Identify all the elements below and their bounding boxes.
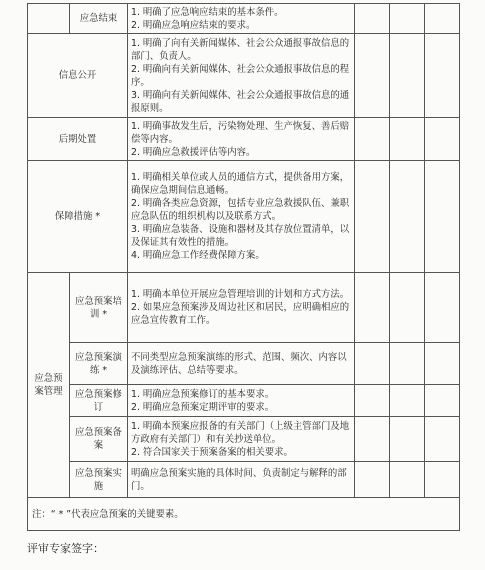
- requirement-text: [128, 343, 355, 385]
- requirement-line: 1. 明确应急预案修订的基本要求。: [131, 388, 275, 400]
- score-cell[interactable]: [355, 462, 390, 498]
- score-cell[interactable]: [390, 161, 425, 273]
- table-row-note: [28, 498, 460, 531]
- score-cell[interactable]: [390, 417, 425, 462]
- subcategory-label: 应急预案修订: [70, 385, 128, 417]
- score-cell[interactable]: [355, 161, 390, 273]
- score-cell[interactable]: [425, 462, 460, 498]
- requirement-line: 1. 明确了应急响应结束的基本条件。: [131, 6, 284, 18]
- score-cell[interactable]: [355, 417, 390, 462]
- table-row-safeguards: [28, 161, 460, 273]
- score-cell[interactable]: [390, 462, 425, 498]
- requirement-text: [128, 118, 355, 161]
- requirement-line: 3. 明确应急装备、设施和器材及其存放位置清单，以及保证其有效性的措施。: [131, 224, 350, 248]
- score-cell[interactable]: [355, 343, 390, 385]
- requirement-line: 1. 明确相关单位或人员的通信方式，提供备用方案，确保应急期间信息通畅。: [131, 172, 350, 196]
- score-cell[interactable]: [425, 34, 460, 118]
- score-cell[interactable]: [390, 34, 425, 118]
- requirement-text: [128, 4, 355, 34]
- blank-cell: [28, 4, 70, 34]
- score-cell[interactable]: [355, 34, 390, 118]
- table-row-emergency-end: [28, 4, 460, 34]
- requirement-line: 2. 明确应急响应结束的要求。: [131, 19, 256, 31]
- requirement-text: [128, 273, 355, 343]
- score-cell[interactable]: [425, 417, 460, 462]
- subcategory-label: 应急预案演练 *: [70, 343, 128, 385]
- requirement-text: [128, 161, 355, 273]
- requirement-text: [128, 385, 355, 417]
- score-cell[interactable]: [355, 273, 390, 343]
- requirement-text: [128, 417, 355, 462]
- score-cell[interactable]: [425, 4, 460, 34]
- requirement-line: 2. 明确应急救援评估等内容。: [131, 146, 256, 158]
- requirement-line: 2. 明确各类应急资源，包括专业应急救援队伍、兼职应急队伍的组织机构以及联系方式。: [131, 198, 350, 222]
- score-cell[interactable]: [425, 385, 460, 417]
- score-cell[interactable]: [425, 118, 460, 161]
- requirement-line: 1. 明确事故发生后，污染物处理、生产恢复、善后赔偿等内容。: [131, 120, 350, 145]
- subcategory-label: 应急预案备案: [70, 417, 128, 462]
- requirement-line: 2. 符合国家关于预案备案的相关要求。: [131, 446, 293, 458]
- signature-label: 评审专家签字：: [27, 542, 104, 555]
- score-cell[interactable]: [390, 118, 425, 161]
- score-cell[interactable]: [390, 385, 425, 417]
- score-cell[interactable]: [355, 4, 390, 34]
- review-criteria-table: [27, 3, 460, 531]
- requirement-line: 1. 明确本单位开展应急管理培训的计划和方式方法。: [131, 289, 350, 300]
- requirement-line: 2. 如果应急预案涉及周边社区和居民，应明确相应的应急宣传教育工作。: [131, 302, 350, 326]
- table-note: 注：“ * ”代表应急预案的关键要素。: [28, 498, 460, 531]
- category-label: 信息公开: [28, 34, 128, 118]
- score-cell[interactable]: [425, 161, 460, 273]
- requirement-line: 2. 明确应急预案定期评审的要求。: [131, 401, 275, 413]
- table-row-training: [28, 273, 460, 343]
- score-cell[interactable]: [355, 118, 390, 161]
- subcategory-label: 应急预案实施: [70, 462, 128, 498]
- table-row-info-disclosure: [28, 34, 460, 118]
- category-label: 应急结束: [70, 4, 128, 34]
- score-cell[interactable]: [355, 385, 390, 417]
- table-row-revision: [28, 385, 460, 417]
- group-label: 应急预案管理: [28, 273, 70, 498]
- requirement-text: [128, 462, 355, 498]
- requirement-line: 4. 明确应急工作经费保障方案。: [131, 250, 265, 261]
- requirement-text: [128, 34, 355, 118]
- table-row-drill: [28, 343, 460, 385]
- table-row-filing: [28, 417, 460, 462]
- table-row-implementation: [28, 462, 460, 498]
- score-cell[interactable]: [390, 4, 425, 34]
- requirement-line: 明确应急预案实施的具体时间、负责制定与解释的部门。: [131, 467, 347, 492]
- score-cell[interactable]: [390, 343, 425, 385]
- subcategory-label: 应急预案培训 *: [70, 273, 128, 343]
- category-label: 后期处置: [28, 118, 128, 161]
- score-cell[interactable]: [425, 273, 460, 343]
- score-cell[interactable]: [390, 273, 425, 343]
- requirement-line: 2. 明确向有关新闻媒体、社会公众通报事故信息的程序。: [131, 63, 350, 88]
- category-label: 保障措施 *: [28, 161, 128, 273]
- score-cell[interactable]: [425, 343, 460, 385]
- requirement-line: 1. 明确了向有关新闻媒体、社会公众通报事故信息的部门、负责人。: [131, 37, 350, 62]
- requirement-line: 1. 明确本预案应报备的有关部门（上级主管部门及地方政府有关部门）和有关抄送单位。: [131, 420, 350, 445]
- requirement-line: 不同类型应急预案演练的形式、范围、频次、内容以及演练评估、总结等要求。: [131, 351, 347, 376]
- requirement-line: 3. 明确向有关新闻媒体、社会公众通报事故信息的通报原则。: [131, 89, 350, 114]
- table-row-aftermath: [28, 118, 460, 161]
